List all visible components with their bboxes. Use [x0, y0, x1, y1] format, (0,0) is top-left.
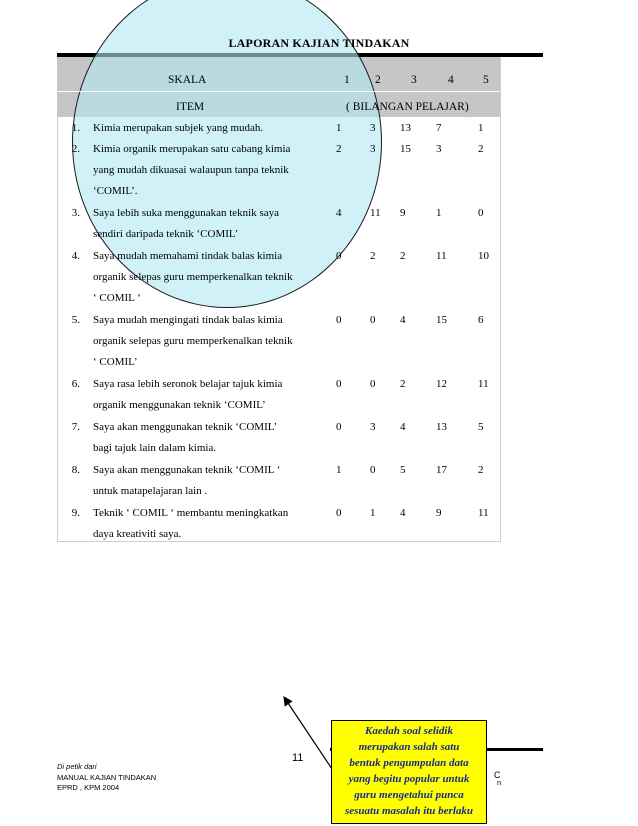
- callout-line-6: sesuatu masalah itu berlaku: [344, 805, 474, 817]
- scale-3: 3: [411, 74, 417, 86]
- item-statement-line: sendiri daripada teknik ‘COMIL’: [93, 228, 239, 240]
- response-count-scale-2: 0: [370, 464, 376, 476]
- header-skala: SKALA: [168, 74, 207, 86]
- response-count-scale-1: 0: [336, 378, 342, 390]
- scale-4: 4: [448, 74, 454, 86]
- item-number: 8.: [71, 464, 80, 476]
- response-count-scale-3: 4: [400, 314, 406, 326]
- item-statement-line: ‘COMIL’.: [93, 185, 138, 197]
- response-count-scale-1: 1: [336, 122, 342, 134]
- item-statement-line: yang mudah dikuasai walaupun tanpa teknik: [93, 164, 289, 176]
- response-count-scale-2: 0: [370, 378, 376, 390]
- response-count-scale-3: 13: [400, 122, 411, 134]
- response-count-scale-4: 13: [436, 421, 447, 433]
- item-number: 2.: [71, 143, 80, 155]
- header-item: ITEM: [176, 101, 205, 113]
- response-count-scale-1: 0: [336, 421, 342, 433]
- response-count-scale-4: 12: [436, 378, 447, 390]
- item-number: 5.: [71, 314, 80, 326]
- item-statement-line: Saya mudah mengingati tindak balas kimia: [93, 314, 283, 326]
- item-statement-line: untuk matapelajaran lain .: [93, 485, 208, 497]
- response-count-scale-3: 4: [400, 421, 406, 433]
- footer-fragment-2: n: [497, 778, 502, 787]
- callout-line-4: yang begitu popular untuk: [348, 773, 470, 785]
- response-count-scale-3: 2: [400, 250, 406, 262]
- item-number: 7.: [71, 421, 80, 433]
- response-count-scale-2: 1: [370, 507, 376, 519]
- response-count-scale-5: 11: [478, 507, 489, 519]
- response-count-scale-4: 7: [436, 122, 442, 134]
- callout-line-1: Kaedah soal selidik: [364, 725, 453, 737]
- response-count-scale-2: 11: [370, 207, 381, 219]
- response-count-scale-5: 11: [478, 378, 489, 390]
- response-count-scale-1: 2: [336, 143, 342, 155]
- response-count-scale-4: 9: [436, 507, 442, 519]
- response-count-scale-5: 1: [478, 122, 484, 134]
- item-statement-line: Saya akan menggunakan teknik ‘COMIL ‘: [93, 464, 281, 476]
- response-count-scale-2: 0: [370, 314, 376, 326]
- scale-5: 5: [483, 74, 489, 86]
- item-statement-line: organik selepas guru memperkenalkan teknik: [93, 335, 293, 347]
- item-number: 6.: [71, 378, 80, 390]
- item-statement-line: Saya rasa lebih seronok belajar tajuk kimia: [93, 378, 283, 390]
- callout-line-2: merupakan salah satu: [358, 741, 460, 753]
- response-count-scale-5: 2: [478, 143, 484, 155]
- response-count-scale-4: 11: [436, 250, 447, 262]
- response-count-scale-4: 17: [436, 464, 447, 476]
- response-count-scale-1: 1: [336, 464, 342, 476]
- response-count-scale-3: 2: [400, 378, 406, 390]
- item-statement-line: Kimia organik merupakan satu cabang kimia: [93, 143, 291, 155]
- footer-fragment-1: C: [494, 770, 501, 780]
- response-count-scale-2: 3: [370, 122, 376, 134]
- callout-note: [331, 720, 487, 824]
- item-statement-line: bagi tajuk lain dalam kimia.: [93, 442, 217, 454]
- item-statement-line: Saya akan menggunakan teknik ‘COMIL’: [93, 421, 278, 433]
- response-count-scale-1: 0: [336, 250, 342, 262]
- page-title: LAPORAN KAJIAN TINDAKAN: [228, 36, 410, 50]
- item-number: 9.: [71, 507, 80, 519]
- response-count-scale-5: 2: [478, 464, 484, 476]
- response-count-scale-4: 1: [436, 207, 442, 219]
- item-statement-line: organik menggunakan teknik ‘COMIL’: [93, 399, 266, 411]
- response-count-scale-5: 6: [478, 314, 484, 326]
- item-statement-line: Saya mudah memahami tindak balas kimia: [93, 250, 283, 262]
- response-count-scale-2: 2: [370, 250, 376, 262]
- header-count-label: ( BILANGAN PELAJAR): [346, 101, 469, 113]
- item-statement-line: ‘ COMIL ‘: [93, 292, 141, 304]
- response-count-scale-1: 4: [336, 207, 342, 219]
- response-count-scale-2: 3: [370, 143, 376, 155]
- footer-source-line-2: EPRD , KPM 2004: [57, 783, 120, 792]
- scale-1: 1: [344, 74, 350, 86]
- response-count-scale-5: 0: [478, 207, 484, 219]
- response-count-scale-1: 0: [336, 314, 342, 326]
- response-count-scale-5: 10: [478, 250, 489, 262]
- item-statement-line: daya kreativiti saya.: [93, 528, 182, 540]
- response-count-scale-5: 5: [478, 421, 484, 433]
- item-statement-line: Teknik ‘ COMIL ‘ membantu meningkatkan: [93, 507, 289, 519]
- footer-source-label: Di petik dari: [57, 762, 97, 771]
- response-count-scale-3: 5: [400, 464, 406, 476]
- item-number: 1.: [71, 122, 80, 134]
- response-count-scale-3: 9: [400, 207, 406, 219]
- item-statement-line: Saya lebih suka menggunakan teknik saya: [93, 207, 280, 219]
- item-number: 3.: [71, 207, 80, 219]
- item-statement-line: organik selepas guru memperkenalkan teknik: [93, 271, 293, 283]
- scale-2: 2: [375, 74, 381, 86]
- response-count-scale-2: 3: [370, 421, 376, 433]
- callout-line-3: bentuk pengumpulan data: [349, 757, 469, 769]
- item-statement-line: Kimia merupakan subjek yang mudah.: [93, 122, 264, 134]
- response-count-scale-1: 0: [336, 507, 342, 519]
- response-count-scale-3: 15: [400, 143, 411, 155]
- item-statement-line: ‘ COMIL’: [93, 356, 138, 368]
- callout-line-5: guru mengetahui punca: [354, 789, 464, 801]
- page-number: 11: [292, 752, 304, 764]
- response-count-scale-4: 3: [436, 143, 442, 155]
- item-number: 4.: [71, 250, 80, 262]
- response-count-scale-3: 4: [400, 507, 406, 519]
- footer-source-line-1: MANUAL KAJIAN TINDAKAN: [57, 773, 157, 782]
- response-count-scale-4: 15: [436, 314, 447, 326]
